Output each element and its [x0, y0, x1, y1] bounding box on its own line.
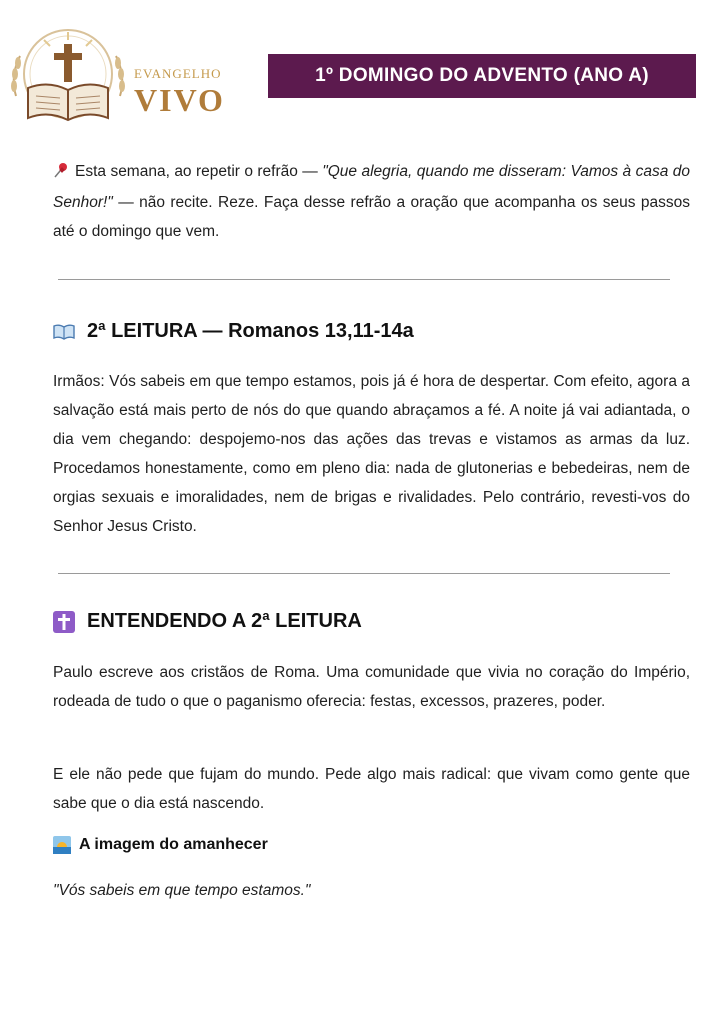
reading-text: Irmãos: Vós sabeis em que tempo estamos, pois já é hora de despertar. Com efeito, agora a salvação está mais perto de nós do que quando abraçamos a fé. A noite já vai adiantada, o dia vem chegando: despojemo-nos das ações das trevas e vistamos as armas da luz. Procedamos honestamente, como em pleno dia: nada de glutonerias e bebedeiras, nem de orgias sexuais e imoralidades, nem de brigas e rivalidades. Pelo contrário, revesti-vos do Senhor Jesus Cristo. — [53, 373, 690, 535]
reading-heading — [53, 320, 414, 343]
divider — [58, 573, 670, 574]
understanding-paragraph-1: Paulo escreve aos cristãos de Roma. Uma comunidade que vivia no coração do Império, rodeada de tudo o que o paganismo oferecia: festas, excessos, prazeres, poder. — [53, 664, 690, 710]
sunrise-subtitle: A imagem do amanhecer — [79, 836, 268, 853]
sunrise-icon — [53, 836, 71, 854]
intro-paragraph — [53, 157, 690, 246]
brand-top: EVANGELHO — [134, 66, 222, 81]
understanding-title: ENTENDENDO A 2ª LEITURA — [87, 610, 362, 632]
intro-tail: — não recite. Reze. Faça desse refrão a oração que acompanha os seus passos até o domingo que vem. — [53, 194, 690, 240]
latin-cross-icon — [53, 611, 75, 633]
intro-quote: "Que alegria, quando me disseram: Vamos à casa do Senhor!" — [53, 163, 690, 211]
divider — [58, 279, 670, 280]
understanding-paragraph-2: E ele não pede que fujam do mundo. Pede algo mais radical: que vivam como gente que sabe que o dia está nascendo. — [53, 766, 690, 812]
closing-quote: "Vós sabeis em que tempo estamos." — [53, 882, 311, 899]
brand-main: VIVO — [134, 82, 225, 118]
understanding-heading — [53, 610, 362, 633]
sunrise-subheading — [53, 836, 268, 854]
page-title: 1º DOMINGO DO ADVENTO (ANO A) — [315, 65, 649, 86]
logo-emblem — [6, 26, 136, 126]
reading-title: 2ª LEITURA — Romanos 13,11-14a — [87, 320, 414, 342]
pushpin-icon — [53, 159, 69, 188]
page-title-bar — [268, 54, 696, 98]
open-book-icon — [53, 323, 75, 341]
intro-lead: Esta semana, ao repetir o refrão — — [75, 163, 323, 180]
